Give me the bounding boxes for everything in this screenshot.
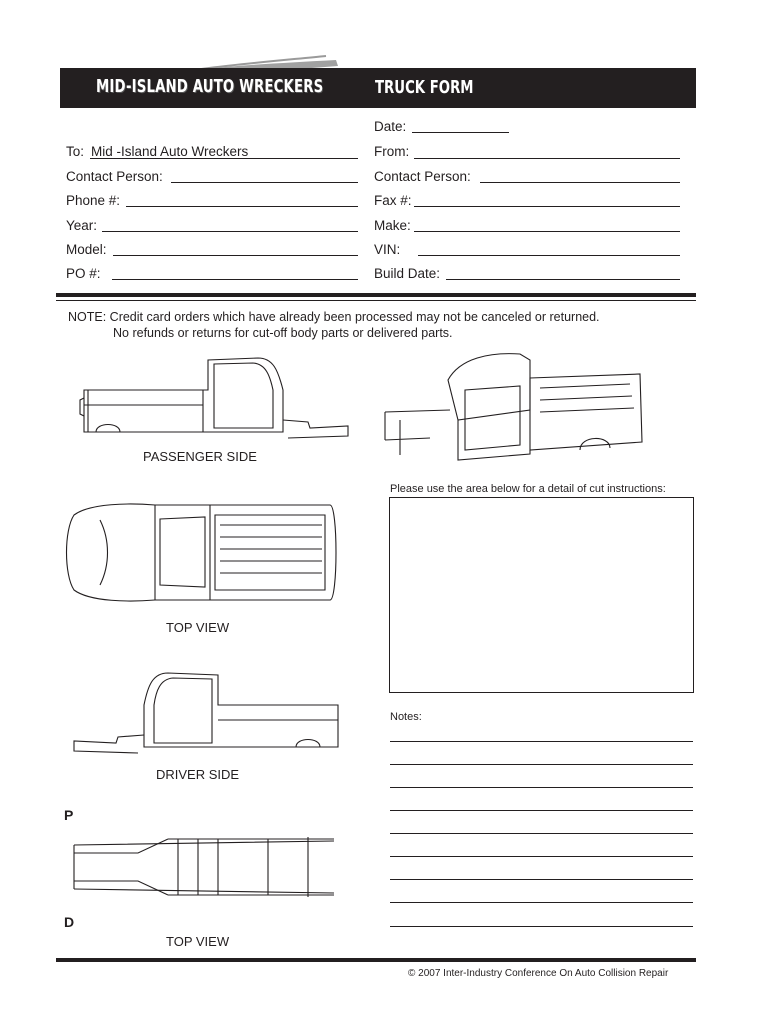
- passenger-marker: P: [64, 807, 74, 823]
- frame-top-view-drawing: [68, 825, 340, 910]
- year-field[interactable]: [102, 231, 358, 232]
- to-value: Mid -Island Auto Wreckers: [91, 144, 249, 159]
- model-field[interactable]: [113, 255, 358, 256]
- cut-instructions-area[interactable]: [389, 497, 694, 693]
- contact-person-right-label: Contact Person:: [374, 169, 471, 184]
- phone-label: Phone #:: [66, 193, 121, 208]
- driver-side-truck-drawing: [68, 665, 343, 760]
- copyright-footer: © 2007 Inter-Industry Conference On Auto Collision Repair: [408, 968, 669, 979]
- date-label: Date:: [374, 119, 407, 134]
- notes-line-5[interactable]: [390, 833, 693, 834]
- build-date-label: Build Date:: [374, 266, 441, 281]
- notes-line-6[interactable]: [390, 856, 693, 857]
- contact-person-right-field[interactable]: [480, 182, 680, 183]
- note-line-2: No refunds or returns for cut-off body parts or delivered parts.: [113, 326, 453, 340]
- section-divider: [56, 293, 696, 297]
- notes-line-1[interactable]: [390, 741, 693, 742]
- form-title: TRUCK FORM: [375, 77, 474, 98]
- make-field[interactable]: [414, 231, 680, 232]
- phone-field[interactable]: [126, 206, 358, 207]
- notes-line-2[interactable]: [390, 764, 693, 765]
- to-field[interactable]: [90, 158, 358, 159]
- from-field[interactable]: [414, 158, 680, 159]
- fax-field[interactable]: [414, 206, 680, 207]
- from-label: From:: [374, 144, 410, 159]
- cut-instructions-label: Please use the area below for a detail of cut instructions:: [390, 483, 666, 495]
- notes-line-3[interactable]: [390, 787, 693, 788]
- driver-side-caption: DRIVER SIDE: [156, 767, 240, 782]
- contact-person-label: Contact Person:: [66, 169, 163, 184]
- notes-line-7[interactable]: [390, 879, 693, 880]
- year-label: Year:: [66, 218, 98, 233]
- contact-person-field[interactable]: [171, 182, 358, 183]
- po-field[interactable]: [112, 279, 358, 280]
- brand-name: MID-ISLAND AUTO WRECKERS: [96, 76, 324, 97]
- notes-line-9[interactable]: [390, 926, 693, 927]
- top-view-caption-1: TOP VIEW: [166, 620, 230, 635]
- vin-label: VIN:: [374, 242, 401, 257]
- build-date-field[interactable]: [446, 279, 680, 280]
- passenger-side-caption: PASSENGER SIDE: [143, 449, 257, 464]
- vin-field[interactable]: [418, 255, 680, 256]
- notes-line-4[interactable]: [390, 810, 693, 811]
- model-label: Model:: [66, 242, 107, 257]
- bottom-rule: [56, 958, 696, 962]
- notes-label: Notes:: [390, 711, 422, 723]
- make-label: Make:: [374, 218, 411, 233]
- to-label: To:: [66, 144, 85, 159]
- po-label: PO #:: [66, 266, 101, 281]
- driver-marker: D: [64, 914, 75, 930]
- note-line-1: NOTE: Credit card orders which have already been processed may not be canceled or returned.: [68, 310, 600, 324]
- cancellation-note: [68, 309, 600, 341]
- top-view-caption-2: TOP VIEW: [166, 934, 230, 949]
- notes-line-8[interactable]: [390, 902, 693, 903]
- fax-label: Fax #:: [374, 193, 412, 208]
- section-divider-thin: [56, 300, 696, 301]
- rear-three-quarter-truck-drawing: [380, 350, 655, 470]
- date-field[interactable]: [412, 132, 509, 133]
- passenger-side-truck-drawing: [78, 350, 353, 445]
- top-view-truck-drawing: [60, 495, 340, 610]
